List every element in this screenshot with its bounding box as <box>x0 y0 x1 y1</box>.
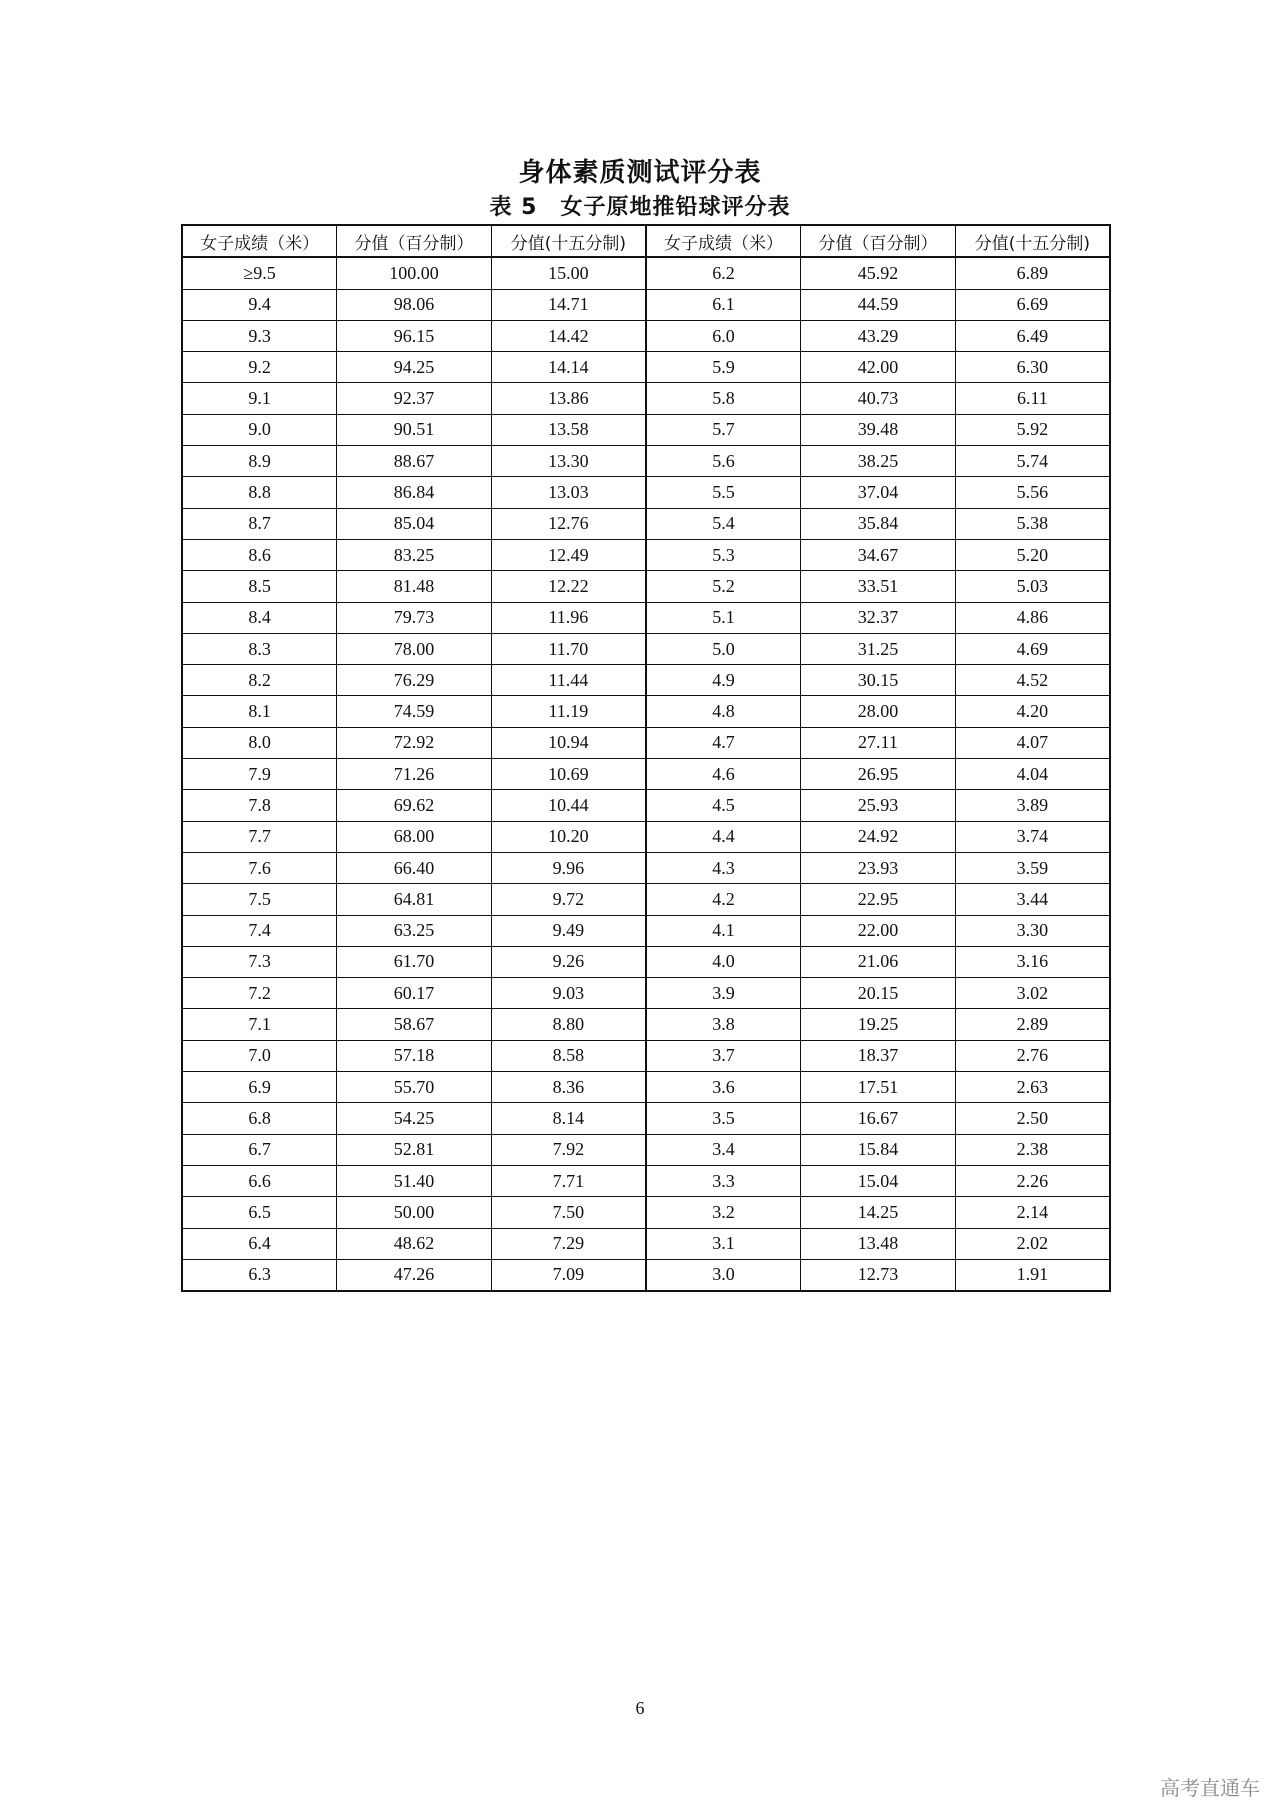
header-points-100: 分值（百分制） <box>801 225 956 257</box>
table-row <box>182 320 1110 351</box>
watermark: 高考直通车 <box>1160 1776 1260 1800</box>
cell-points-100: 23.93 <box>801 852 956 883</box>
cell-points-15: 11.70 <box>491 633 646 664</box>
cell-score-meters: 6.1 <box>646 289 801 320</box>
cell-points-15: 14.14 <box>491 352 646 383</box>
cell-score-meters: 5.8 <box>646 383 801 414</box>
cell-points-100: 14.25 <box>801 1197 956 1228</box>
cell-points-100: 60.17 <box>337 978 492 1009</box>
cell-points-15: 7.09 <box>491 1259 646 1291</box>
cell-points-15: 14.42 <box>491 320 646 351</box>
table-row <box>182 946 1110 977</box>
cell-score-meters: 8.3 <box>182 633 337 664</box>
cell-points-100: 90.51 <box>337 414 492 445</box>
table-caption: 表 5 女子原地推铅球评分表 <box>489 195 791 220</box>
cell-points-15: 4.07 <box>955 727 1110 758</box>
cell-points-100: 42.00 <box>801 352 956 383</box>
page-number: 6 <box>635 1698 645 1718</box>
cell-score-meters: 3.5 <box>646 1103 801 1134</box>
cell-points-15: 2.26 <box>955 1165 1110 1196</box>
cell-points-100: 43.29 <box>801 320 956 351</box>
cell-points-15: 6.49 <box>955 320 1110 351</box>
header-score-meters: 女子成绩（米） <box>646 225 801 257</box>
table-row <box>182 978 1110 1009</box>
cell-points-15: 3.44 <box>955 884 1110 915</box>
cell-points-100: 17.51 <box>801 1072 956 1103</box>
cell-points-15: 6.11 <box>955 383 1110 414</box>
cell-points-100: 15.84 <box>801 1134 956 1165</box>
table-row <box>182 915 1110 946</box>
cell-score-meters: 6.4 <box>182 1228 337 1259</box>
cell-points-15: 2.38 <box>955 1134 1110 1165</box>
cell-score-meters: 8.7 <box>182 508 337 539</box>
cell-score-meters: 5.0 <box>646 633 801 664</box>
table-row <box>182 1228 1110 1259</box>
cell-points-15: 11.96 <box>491 602 646 633</box>
cell-points-15: 10.69 <box>491 759 646 790</box>
cell-score-meters: 5.1 <box>646 602 801 633</box>
cell-points-100: 27.11 <box>801 727 956 758</box>
table-body <box>182 257 1110 1291</box>
cell-points-15: 4.20 <box>955 696 1110 727</box>
cell-points-100: 21.06 <box>801 946 956 977</box>
cell-points-100: 47.26 <box>337 1259 492 1291</box>
table-row <box>182 821 1110 852</box>
cell-points-100: 28.00 <box>801 696 956 727</box>
cell-points-100: 66.40 <box>337 852 492 883</box>
cell-points-100: 50.00 <box>337 1197 492 1228</box>
cell-points-15: 3.89 <box>955 790 1110 821</box>
cell-points-15: 2.50 <box>955 1103 1110 1134</box>
cell-score-meters: 9.0 <box>182 414 337 445</box>
cell-points-100: 18.37 <box>801 1040 956 1071</box>
cell-score-meters: 3.3 <box>646 1165 801 1196</box>
header-points-15: 分值(十五分制) <box>955 225 1110 257</box>
table-row <box>182 852 1110 883</box>
cell-points-100: 33.51 <box>801 571 956 602</box>
cell-points-100: 15.04 <box>801 1165 956 1196</box>
cell-score-meters: 7.3 <box>182 946 337 977</box>
cell-points-15: 8.80 <box>491 1009 646 1040</box>
cell-points-100: 69.62 <box>337 790 492 821</box>
table-row <box>182 1009 1110 1040</box>
cell-score-meters: 8.0 <box>182 727 337 758</box>
cell-points-100: 63.25 <box>337 915 492 946</box>
table-row <box>182 665 1110 696</box>
cell-score-meters: 4.3 <box>646 852 801 883</box>
table-row <box>182 696 1110 727</box>
cell-points-100: 72.92 <box>337 727 492 758</box>
cell-score-meters: 7.1 <box>182 1009 337 1040</box>
cell-score-meters: 4.2 <box>646 884 801 915</box>
cell-points-15: 5.74 <box>955 446 1110 477</box>
cell-points-15: 9.49 <box>491 915 646 946</box>
table-row <box>182 257 1110 289</box>
cell-score-meters: 4.1 <box>646 915 801 946</box>
cell-points-100: 74.59 <box>337 696 492 727</box>
table-row <box>182 539 1110 570</box>
cell-points-100: 48.62 <box>337 1228 492 1259</box>
cell-points-100: 22.00 <box>801 915 956 946</box>
cell-points-100: 19.25 <box>801 1009 956 1040</box>
cell-points-100: 31.25 <box>801 633 956 664</box>
cell-points-100: 58.67 <box>337 1009 492 1040</box>
table-row <box>182 508 1110 539</box>
cell-score-meters: 5.7 <box>646 414 801 445</box>
cell-score-meters: 9.2 <box>182 352 337 383</box>
table-row <box>182 414 1110 445</box>
cell-points-15: 2.89 <box>955 1009 1110 1040</box>
cell-score-meters: 7.0 <box>182 1040 337 1071</box>
table-row <box>182 790 1110 821</box>
cell-points-100: 94.25 <box>337 352 492 383</box>
cell-points-100: 83.25 <box>337 539 492 570</box>
cell-points-15: 7.71 <box>491 1165 646 1196</box>
cell-score-meters: 7.7 <box>182 821 337 852</box>
cell-score-meters: 3.4 <box>646 1134 801 1165</box>
cell-points-15: 3.59 <box>955 852 1110 883</box>
cell-score-meters: 5.9 <box>646 352 801 383</box>
cell-points-15: 7.92 <box>491 1134 646 1165</box>
cell-points-100: 34.67 <box>801 539 956 570</box>
cell-points-15: 10.44 <box>491 790 646 821</box>
cell-points-100: 81.48 <box>337 571 492 602</box>
cell-score-meters: 3.2 <box>646 1197 801 1228</box>
cell-score-meters: 6.0 <box>646 320 801 351</box>
cell-points-100: 96.15 <box>337 320 492 351</box>
cell-score-meters: 9.1 <box>182 383 337 414</box>
table-row <box>182 759 1110 790</box>
cell-points-15: 3.30 <box>955 915 1110 946</box>
header-points-100: 分值（百分制） <box>337 225 492 257</box>
cell-score-meters: 7.9 <box>182 759 337 790</box>
cell-points-15: 4.69 <box>955 633 1110 664</box>
cell-points-100: 61.70 <box>337 946 492 977</box>
table-row <box>182 446 1110 477</box>
cell-points-15: 6.30 <box>955 352 1110 383</box>
cell-points-100: 35.84 <box>801 508 956 539</box>
cell-score-meters: 6.9 <box>182 1072 337 1103</box>
cell-points-15: 5.03 <box>955 571 1110 602</box>
cell-score-meters: 8.4 <box>182 602 337 633</box>
table-row <box>182 727 1110 758</box>
cell-score-meters: 7.2 <box>182 978 337 1009</box>
cell-points-100: 85.04 <box>337 508 492 539</box>
table-header-row <box>182 225 1110 257</box>
cell-points-15: 4.04 <box>955 759 1110 790</box>
cell-points-15: 10.94 <box>491 727 646 758</box>
cell-points-100: 57.18 <box>337 1040 492 1071</box>
cell-points-100: 12.73 <box>801 1259 956 1291</box>
header-score-meters: 女子成绩（米） <box>182 225 337 257</box>
cell-score-meters: 8.6 <box>182 539 337 570</box>
cell-points-100: 25.93 <box>801 790 956 821</box>
cell-score-meters: 4.4 <box>646 821 801 852</box>
cell-points-15: 10.20 <box>491 821 646 852</box>
cell-points-15: 2.02 <box>955 1228 1110 1259</box>
cell-score-meters: 6.8 <box>182 1103 337 1134</box>
table-row <box>182 1165 1110 1196</box>
cell-score-meters: 8.2 <box>182 665 337 696</box>
cell-points-100: 45.92 <box>801 257 956 289</box>
cell-points-100: 44.59 <box>801 289 956 320</box>
cell-score-meters: 9.3 <box>182 320 337 351</box>
table-row <box>182 1040 1110 1071</box>
cell-score-meters: 6.3 <box>182 1259 337 1291</box>
cell-score-meters: 8.8 <box>182 477 337 508</box>
cell-points-15: 12.49 <box>491 539 646 570</box>
cell-score-meters: 3.7 <box>646 1040 801 1071</box>
cell-points-15: 5.56 <box>955 477 1110 508</box>
cell-points-15: 11.19 <box>491 696 646 727</box>
table-row <box>182 602 1110 633</box>
cell-points-15: 4.86 <box>955 602 1110 633</box>
cell-points-15: 12.76 <box>491 508 646 539</box>
cell-score-meters: 4.0 <box>646 946 801 977</box>
cell-points-15: 9.96 <box>491 852 646 883</box>
cell-points-100: 51.40 <box>337 1165 492 1196</box>
cell-points-100: 16.67 <box>801 1103 956 1134</box>
cell-points-100: 22.95 <box>801 884 956 915</box>
cell-points-100: 39.48 <box>801 414 956 445</box>
cell-score-meters: 3.0 <box>646 1259 801 1291</box>
table-row <box>182 352 1110 383</box>
cell-points-15: 7.50 <box>491 1197 646 1228</box>
cell-points-15: 2.76 <box>955 1040 1110 1071</box>
cell-score-meters: 9.4 <box>182 289 337 320</box>
cell-score-meters: 5.6 <box>646 446 801 477</box>
header-points-15: 分值(十五分制) <box>491 225 646 257</box>
cell-points-100: 98.06 <box>337 289 492 320</box>
cell-score-meters: 8.9 <box>182 446 337 477</box>
cell-score-meters: 3.6 <box>646 1072 801 1103</box>
cell-points-100: 30.15 <box>801 665 956 696</box>
cell-points-15: 13.58 <box>491 414 646 445</box>
cell-points-100: 40.73 <box>801 383 956 414</box>
cell-points-15: 5.38 <box>955 508 1110 539</box>
cell-score-meters: 7.6 <box>182 852 337 883</box>
cell-score-meters: 6.2 <box>646 257 801 289</box>
cell-points-15: 2.14 <box>955 1197 1110 1228</box>
shot-put-score-table <box>181 224 1111 1292</box>
cell-points-15: 5.92 <box>955 414 1110 445</box>
cell-score-meters: 3.9 <box>646 978 801 1009</box>
cell-points-15: 1.91 <box>955 1259 1110 1291</box>
cell-points-15: 4.52 <box>955 665 1110 696</box>
cell-score-meters: 3.8 <box>646 1009 801 1040</box>
cell-points-100: 13.48 <box>801 1228 956 1259</box>
cell-score-meters: ≥9.5 <box>182 257 337 289</box>
cell-score-meters: 7.5 <box>182 884 337 915</box>
cell-points-100: 55.70 <box>337 1072 492 1103</box>
cell-score-meters: 4.8 <box>646 696 801 727</box>
cell-points-15: 12.22 <box>491 571 646 602</box>
table-row <box>182 1259 1110 1291</box>
cell-score-meters: 6.5 <box>182 1197 337 1228</box>
cell-points-100: 68.00 <box>337 821 492 852</box>
cell-points-100: 26.95 <box>801 759 956 790</box>
cell-points-15: 2.63 <box>955 1072 1110 1103</box>
cell-points-15: 13.30 <box>491 446 646 477</box>
cell-score-meters: 5.3 <box>646 539 801 570</box>
cell-points-100: 24.92 <box>801 821 956 852</box>
cell-points-15: 9.26 <box>491 946 646 977</box>
cell-points-15: 13.86 <box>491 383 646 414</box>
cell-score-meters: 8.5 <box>182 571 337 602</box>
cell-score-meters: 4.6 <box>646 759 801 790</box>
cell-points-15: 9.03 <box>491 978 646 1009</box>
cell-points-100: 64.81 <box>337 884 492 915</box>
cell-score-meters: 7.8 <box>182 790 337 821</box>
cell-score-meters: 4.9 <box>646 665 801 696</box>
cell-points-100: 92.37 <box>337 383 492 414</box>
table-row <box>182 289 1110 320</box>
cell-score-meters: 6.6 <box>182 1165 337 1196</box>
cell-points-100: 76.29 <box>337 665 492 696</box>
cell-points-100: 54.25 <box>337 1103 492 1134</box>
cell-score-meters: 4.7 <box>646 727 801 758</box>
table-row <box>182 1072 1110 1103</box>
cell-points-15: 13.03 <box>491 477 646 508</box>
table-row <box>182 1134 1110 1165</box>
cell-points-100: 88.67 <box>337 446 492 477</box>
cell-points-100: 71.26 <box>337 759 492 790</box>
cell-points-15: 3.16 <box>955 946 1110 977</box>
cell-score-meters: 3.1 <box>646 1228 801 1259</box>
cell-points-15: 7.29 <box>491 1228 646 1259</box>
cell-score-meters: 6.7 <box>182 1134 337 1165</box>
cell-score-meters: 5.5 <box>646 477 801 508</box>
table-row <box>182 884 1110 915</box>
table-row <box>182 383 1110 414</box>
cell-score-meters: 5.4 <box>646 508 801 539</box>
cell-score-meters: 8.1 <box>182 696 337 727</box>
cell-points-15: 9.72 <box>491 884 646 915</box>
cell-points-100: 52.81 <box>337 1134 492 1165</box>
page-title: 身体素质测试评分表 <box>518 158 762 188</box>
table-row <box>182 477 1110 508</box>
cell-points-100: 79.73 <box>337 602 492 633</box>
cell-points-15: 5.20 <box>955 539 1110 570</box>
cell-points-15: 8.58 <box>491 1040 646 1071</box>
table-row <box>182 633 1110 664</box>
cell-points-100: 37.04 <box>801 477 956 508</box>
cell-points-15: 6.89 <box>955 257 1110 289</box>
cell-points-100: 100.00 <box>337 257 492 289</box>
cell-points-100: 32.37 <box>801 602 956 633</box>
table-row <box>182 571 1110 602</box>
cell-points-15: 3.74 <box>955 821 1110 852</box>
cell-points-100: 86.84 <box>337 477 492 508</box>
cell-points-15: 6.69 <box>955 289 1110 320</box>
cell-score-meters: 5.2 <box>646 571 801 602</box>
cell-points-100: 20.15 <box>801 978 956 1009</box>
cell-points-100: 38.25 <box>801 446 956 477</box>
cell-points-15: 11.44 <box>491 665 646 696</box>
cell-points-15: 8.36 <box>491 1072 646 1103</box>
cell-points-15: 3.02 <box>955 978 1110 1009</box>
cell-points-15: 8.14 <box>491 1103 646 1134</box>
cell-points-15: 14.71 <box>491 289 646 320</box>
cell-score-meters: 4.5 <box>646 790 801 821</box>
cell-points-100: 78.00 <box>337 633 492 664</box>
cell-points-15: 15.00 <box>491 257 646 289</box>
table-row <box>182 1197 1110 1228</box>
table-row <box>182 1103 1110 1134</box>
cell-score-meters: 7.4 <box>182 915 337 946</box>
